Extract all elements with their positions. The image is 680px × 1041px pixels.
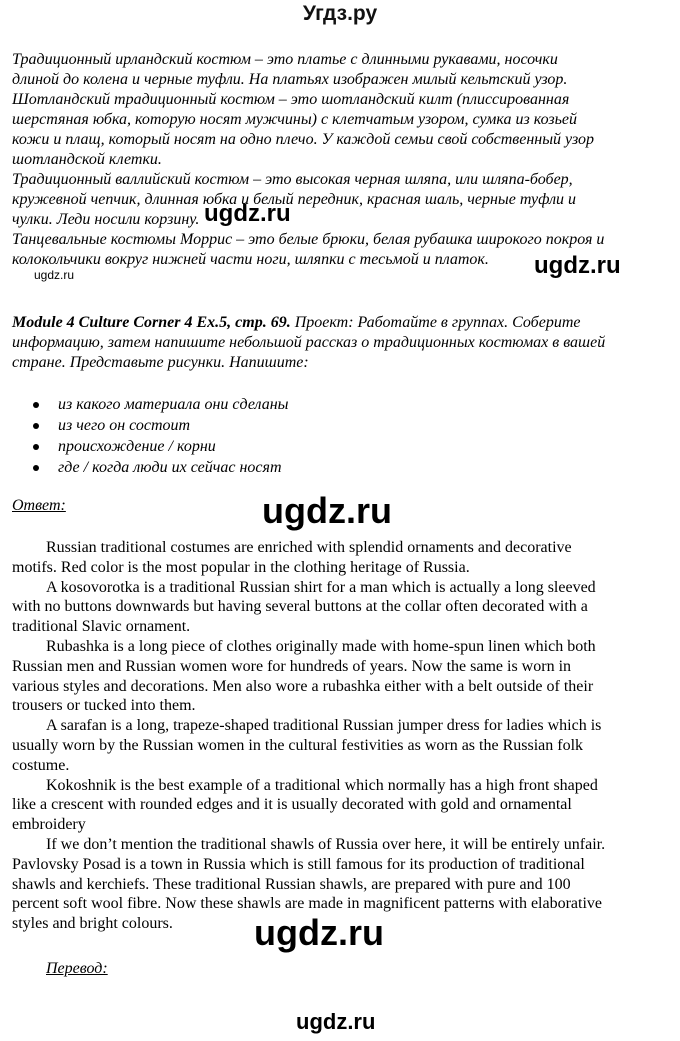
answer-line-text: Russian men and Russian women wore for hundreds of years. Now the same is worn in: [12, 657, 572, 675]
answer-line: [12, 756, 672, 776]
answer-line: [12, 835, 672, 855]
bullet-text: где / когда люди их сейчас носят: [58, 459, 282, 476]
answer-line: [12, 657, 672, 677]
answer-line: [12, 795, 672, 815]
answer-line: [12, 736, 672, 756]
ru-intro-line: Традиционный валлийский костюм – это высокая черная шляпа, или шляпа-бобер,: [12, 171, 573, 188]
answer-line-text: embroidery: [12, 816, 86, 834]
answer-line-text: A sarafan is a long, trapeze-shaped traditional Russian jumper dress for ladies which is: [46, 717, 602, 735]
bullet-text: из какого материала они сделаны: [58, 396, 289, 413]
answer-line-text: Russian traditional costumes are enriched with splendid ornaments and decorative: [46, 539, 572, 556]
answer-line-text: usually worn by the Russian women in the cultural festivities as worn as the Russian folk: [12, 737, 584, 754]
answer-line-text: traditional Slavic ornament.: [12, 618, 191, 636]
answer-line-text: costume.: [12, 756, 70, 774]
answer-line-text: Rubashka is a long piece of clothes originally made with home-spun linen which both: [46, 638, 596, 655]
answer-line: [12, 637, 672, 657]
answer-line: [12, 776, 672, 796]
bullet-dot: [33, 444, 39, 450]
task-line: [12, 313, 580, 333]
watermark: ugdz.ru: [204, 200, 291, 227]
watermark: ugdz.ru: [534, 252, 621, 279]
answer-label: Ответ:: [12, 497, 66, 514]
watermark: ugdz.ru: [34, 268, 75, 282]
answer-line-text: percent soft wool fibre. Now these shawls are made in magnificent patterns with elaborative: [12, 895, 603, 913]
task-text: Проект: Работайте в группах. Соберите: [290, 314, 581, 331]
bullet-dot: [33, 402, 39, 408]
task-line: стране. Представьте рисунки. Напишите:: [12, 354, 309, 371]
site-title: Угдз.ру: [302, 2, 378, 25]
bullet-text: происхождение / корни: [58, 438, 216, 455]
answer-line: [12, 597, 672, 617]
translation-label: Перевод:: [46, 960, 108, 977]
answer-line: [12, 855, 672, 875]
answer-line-text: various styles and decorations. Men also wore a rubashka either with a belt outside of their: [12, 677, 594, 695]
task-line: информацию, затем напишите небольшой рассказ о традиционных костюмах в вашей: [12, 334, 606, 351]
answer-line: [12, 815, 672, 835]
answer-line: [12, 875, 672, 895]
answer-line: [12, 716, 672, 736]
task-bullet-list: [33, 395, 288, 479]
bullet-dot: [33, 423, 39, 429]
answer-line: [12, 538, 672, 558]
answer-line: [12, 578, 672, 598]
answer-line: [12, 696, 672, 716]
answer-line-text: If we don’t mention the traditional shawls of Russia over here, it will be entirely unfair.: [46, 836, 606, 853]
answer-line-text: A kosovorotka is a traditional Russian shirt for a man which is actually a long sleeved: [46, 578, 596, 596]
ru-intro-line: шерстяная юбка, которую носят мужчины) с клетчатым узором, сумка из козьей: [12, 111, 578, 128]
ru-intro-line: колокольчики вокруг нижней части ноги, шляпки с тесьмой и платок.: [12, 251, 489, 268]
task-reference: Module 4 Culture Corner 4 Ex.5, стр. 69.: [12, 314, 291, 331]
watermark: ugdz.ru: [254, 912, 384, 953]
ru-intro-line: кожи и плащ, который носят на одно плечо. У каждой семьи свой собственный узор: [12, 131, 594, 148]
ru-intro-line: Танцевальные костюмы Моррис – это белые брюки, белая рубашка широкого покроя и: [12, 231, 605, 248]
answer-line: [12, 558, 672, 578]
watermark: ugdz.ru: [296, 1009, 376, 1034]
answer-line-text: trousers or tucked into them.: [12, 697, 196, 715]
answer-line-text: styles and bright colours.: [12, 915, 173, 933]
answer-line-text: Pavlovsky Posad is a town in Russia which is still famous for its production of traditional: [12, 855, 585, 873]
answer-line-text: shawls and kerchiefs. These traditional Russian shawls, are prepared with pure and 100: [12, 875, 571, 893]
bullet-item: [33, 416, 288, 437]
answer-line-text: Kokoshnik is the best example of a traditional which normally has a high front shaped: [46, 776, 598, 794]
watermark: ugdz.ru: [262, 490, 392, 531]
answer-line-text: like a crescent with rounded edges and it is usually decorated with gold and ornamental: [12, 796, 572, 814]
ru-intro-line: чулки. Леди носили корзину.: [12, 211, 200, 228]
ru-intro-line: длиной до колена и черные туфли. На платьях изображен милый кельтский узор.: [12, 71, 568, 88]
bullet-item: [33, 395, 288, 416]
answer-line-text: with no buttons downwards but having several buttons at the collar often decorated with a: [12, 598, 588, 616]
ru-intro-line: Традиционный ирландский костюм – это платье с длинными рукавами, носочки: [12, 51, 558, 68]
ru-intro-line: кружевной чепчик, длинная юбка и белый передник, красная шаль, черные туфли и: [12, 191, 577, 208]
bullet-dot: [33, 465, 39, 471]
bullet-item: [33, 437, 288, 458]
bullet-item: [33, 458, 288, 479]
answer-line: [12, 677, 672, 697]
ru-intro-line: шотландской клетки.: [12, 151, 162, 168]
bullet-text: из чего он состоит: [58, 417, 191, 434]
answer-line: [12, 617, 672, 637]
ru-intro-line: Шотландский традиционный костюм – это шотландский килт (плиссированная: [12, 91, 570, 108]
answer-line-text: motifs. Red color is the most popular in the clothing heritage of Russia.: [12, 558, 470, 576]
